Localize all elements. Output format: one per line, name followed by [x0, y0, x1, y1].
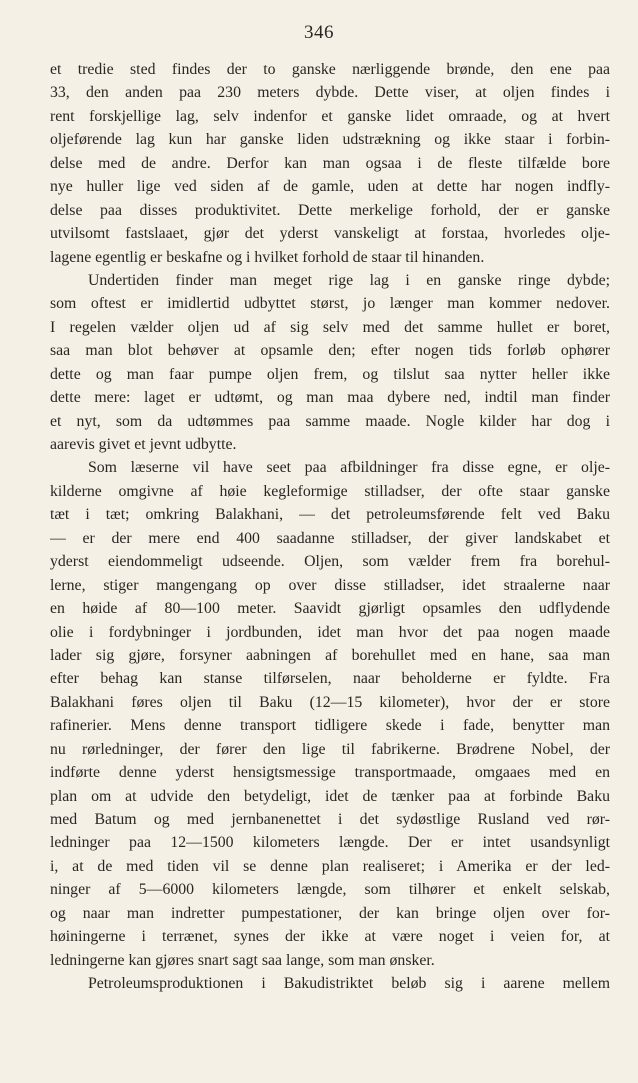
text-line: yderst eiendommeligt udseende. Oljen, som vælder frem fra borehul- — [50, 553, 610, 571]
text-line: Som læserne vil have seet paa afbildninger fra disse egne, er olje- — [88, 459, 610, 477]
text-line: et nyt, som da udtømmes paa samme maade. Nogle kilder har dog i — [50, 412, 610, 430]
text-line: aarevis givet et jevnt udbytte. — [50, 436, 237, 453]
text-line: Petroleumsproduktionen i Bakudistriktet beløb sig i aarene mellem — [88, 975, 610, 993]
text-line: i, at de med tiden vil se denne plan realiseret; i Amerika er der led- — [50, 857, 610, 875]
text-line: saa man blot behøver at opsamle den; efter nogen tids forløb ophører — [50, 342, 610, 360]
text-line: med Batum og med jernbanenettet i det sydøstlige Rusland ved rør- — [50, 811, 610, 828]
text-line: en høide af 80—100 meter. Saavidt gjørligt opsamles den udflydende — [50, 600, 610, 618]
text-line: 33, den anden paa 230 meters dybde. Dette viser, at oljen findes i — [50, 84, 610, 102]
text-line: lagene egentlig er beskafne og i hvilket forhold de staar til hinanden. — [50, 248, 485, 266]
text-line: delse paa disses produktivitet. Dette merkelige forhold, der er ganske — [50, 201, 610, 219]
text-line: lader sig gjøre, forsyner aabningen af borehullet med en hane, saa man — [50, 646, 610, 664]
text-line: utvilsomt fastslaaet, gjør det yderst vanskeligt at forstaa, hvorledes olje- — [50, 225, 610, 243]
body-text — [50, 58, 610, 996]
text-line: ninger af 5—6000 kilometers længde, som tilhører et enkelt selskab, — [50, 881, 610, 899]
text-line: — er der mere end 400 saadanne stilladser, der giver landskabet et — [50, 529, 610, 547]
text-line: Balakhani føres oljen til Baku (12—15 kilometer), hvor der er store — [50, 693, 610, 711]
text-line: delse med de andre. Derfor kan man ogsaa i de fleste tilfælde bore — [50, 154, 610, 172]
text-line: dette og man faar pumpe oljen frem, og tilslut saa nytter heller ikke — [50, 365, 610, 383]
text-line: nu rørledninger, der fører den lige til fabrikerne. Brødrene Nobel, der — [50, 740, 610, 758]
text-line: oljeførende lag kun har ganske liden udstrækning og ikke staar i forbin- — [50, 131, 610, 149]
page-number: 346 — [304, 22, 334, 43]
text-line: Undertiden finder man meget rige lag i en ganske ringe dybde; — [88, 271, 610, 289]
text-line: olie i fordybninger i jordbunden, idet man hvor det paa nogen maade — [50, 623, 610, 641]
text-line: høiningerne i terrænet, synes der ikke at være noget i veien for, at — [50, 928, 610, 946]
text-line: tæt i tæt; omkring Balakhani, — det petroleumsførende felt ved Baku — [50, 506, 610, 524]
text-line: lerne, stiger mangengang op over disse stilladser, idet straalerne naar — [50, 576, 610, 594]
text-line: rafinerier. Mens denne transport tidligere skede i fade, benytter man — [50, 717, 610, 735]
text-line: indførte denne yderst hensigtsmessige transportmaade, omgaaes med en — [50, 764, 610, 782]
text-line: kilderne omgivne af høie kegleformige stilladser, der ofte staar ganske — [50, 482, 610, 500]
text-line: rent forskjellige lag, selv indenfor et ganske lidet omraade, og at hvert — [50, 107, 610, 125]
text-line: plan om at udvide den betydeligt, idet de tænker paa at forbinde Baku — [50, 787, 610, 805]
text-line: nye huller lige ved siden af de gamle, uden at dette har nogen indfly- — [50, 178, 610, 196]
text-line: som oftest er imidlertid udbyttet størst, jo længer man kommer nedover. — [50, 295, 610, 313]
text-line: I regelen vælder oljen ud af sig selv med det samme hullet er boret, — [50, 318, 610, 336]
text-line: ledningerne kan gjøres snart sagt saa lange, som man ønsker. — [50, 951, 435, 969]
text-line: ledninger paa 12—1500 kilometers længde. Der er intet usandsynligt — [50, 834, 610, 852]
text-line: et tredie sted findes der to ganske nærliggende brønde, den ene paa — [50, 61, 610, 78]
text-line: efter behag kan stanse tilførselen, naar beholderne er fyldte. Fra — [50, 670, 610, 688]
text-line: dette mere: laget er udtømt, og man maa dybere ned, indtil man finder — [50, 389, 610, 407]
text-line: og naar man indretter pumpestationer, der kan bringe oljen over for- — [50, 904, 610, 922]
